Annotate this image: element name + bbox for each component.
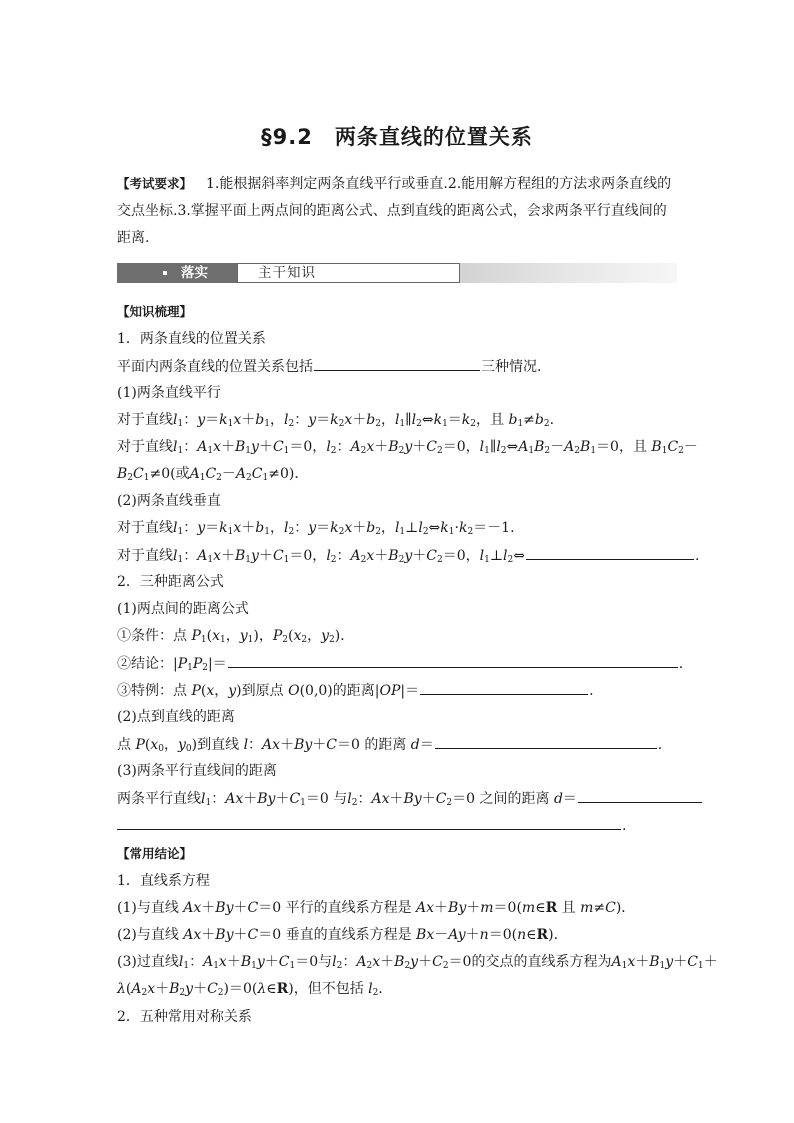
- fill-blank: [578, 789, 702, 803]
- section-banner: [117, 263, 677, 283]
- fill-blank: [526, 546, 694, 560]
- s2-3-title: (3)两条平行直线间的距离: [117, 763, 277, 779]
- s1-1-title: (1)两条直线平行: [117, 385, 221, 401]
- c1-title: 1．直线系方程: [117, 873, 210, 889]
- parallel-slope-condition: 对于直线$l_1$：$y=k_1x+b_1$，$l_2$：$y=k_2x+b_2$，$l_1\parallel l_2\Leftrightarrow k_1=k_2$，且 $b_1\ne b_2$.: [117, 412, 555, 429]
- intersection-line-family: (3)过直线$l_1$：$A_1x+B_1y+C_1=0$与$l_2$：$A_2x+B_2y+C_2=0$的交点的直线系方程为$A_1x+B_1y+C_1+$: [117, 954, 718, 971]
- parallel-line-family: (1)与直线 Ax＋By＋C＝0 平行的直线系方程是 Ax＋By＋m＝0(m∈R 且 m≠C)．: [117, 900, 636, 916]
- banner-title-box: [237, 263, 460, 283]
- two-point-conclusion: ②结论：$|P_1P_2|=$ .: [117, 656, 684, 673]
- knowledge-heading: 【知识梳理】: [117, 304, 193, 319]
- page-title: §9.2 两条直线的位置关系: [261, 125, 533, 149]
- common-conclusions-heading: 【常用结论】: [117, 846, 193, 861]
- s1-intro-a: 平面内两条直线的位置关系包括: [117, 359, 313, 375]
- parallel-general-condition-cont: $B_2C_1\ne 0$(或$A_1C_2-A_2C_1\ne 0$)．: [117, 466, 309, 483]
- exam-requirements-label: 【考试要求】: [117, 176, 193, 191]
- fill-blank: [314, 357, 480, 371]
- s1-intro: [117, 357, 551, 376]
- fill-blank: [435, 735, 657, 749]
- s2-1-title: (1)两点间的距离公式: [117, 601, 249, 617]
- intersection-line-family-cont: $\lambda(A_2x+B_2y+C_2)=0(\lambda\in R)$，但不包括 $l_2$.: [117, 981, 383, 998]
- fill-blank: [420, 681, 588, 695]
- origin-distance-special-case: ③特例：点 P(x，y)到原点 O(0,0)的距离|OP|＝ .: [117, 683, 594, 699]
- s2-2-title: (2)点到直线的距离: [117, 709, 235, 725]
- banner-tag-label: 落实: [181, 265, 208, 281]
- perpendicular-slope-condition: 对于直线$l_1$：$y=k_1x+b_1$，$l_2$：$y=k_2x+b_2$，$l_1\perp l_2\Leftrightarrow k_1\cdot k_2=-1$.: [117, 520, 515, 537]
- c2-title: 2．五种常用对称关系: [117, 1009, 252, 1025]
- square-bullet-icon: [163, 271, 167, 275]
- perpendicular-line-family: (2)与直线 Ax＋By＋C＝0 垂直的直线系方程是 Bx－Ay＋n＝0(n∈R)．: [117, 927, 568, 943]
- s2-title: 2．三种距离公式: [117, 574, 224, 590]
- two-point-condition: ①条件：点 $P_1(x_1$，$y_1$)，$P_2(x_2$，$y_2$)．: [117, 628, 355, 645]
- exam-requirements: [117, 170, 679, 252]
- point-line-distance: 点 $P(x_0$，$y_0$)到直线 l：Ax＋By＋C＝0 的距离 d＝ .: [117, 737, 663, 754]
- s1-title: 1．两条直线的位置关系: [117, 331, 266, 347]
- banner-tag: [117, 263, 237, 283]
- perpendicular-general-condition: 对于直线$l_1$：$A_1x+B_1y+C_1=0$，$l_2$：$A_2x+B_2y+C_2=0$，$l_1\perp l_2\Leftrightarrow$ .: [117, 548, 700, 565]
- s1-intro-b: 三种情况．: [481, 359, 551, 375]
- fill-blank: [228, 654, 678, 668]
- s1-2-title: (2)两条直线垂直: [117, 493, 221, 509]
- exam-requirements-text: 1.能根据斜率判定两条直线平行或垂直.2.能用解方程组的方法求两条直线的交点坐标.3.掌握平面上两点间的距离公式、点到直线的距离公式，会求两条平行直线间的距离.: [117, 176, 672, 246]
- fill-blank: [117, 816, 621, 830]
- banner-title: 主干知识: [258, 265, 316, 281]
- parallel-lines-distance-cont: .: [117, 816, 626, 835]
- parallel-lines-distance: 两条平行直线$l_1$：$Ax+By+C_1=0$ 与$l_2$：$Ax+By+C_2=0$ 之间的距离 d＝: [117, 789, 703, 812]
- parallel-general-condition: 对于直线$l_1$：$A_1x+B_1y+C_1=0$，$l_2$：$A_2x+B_2y+C_2=0$，$l_1\parallel l_2\Leftrightarrow A_1B_2-A_2B_1=0$，且 $B_1C_2-$: [117, 439, 698, 456]
